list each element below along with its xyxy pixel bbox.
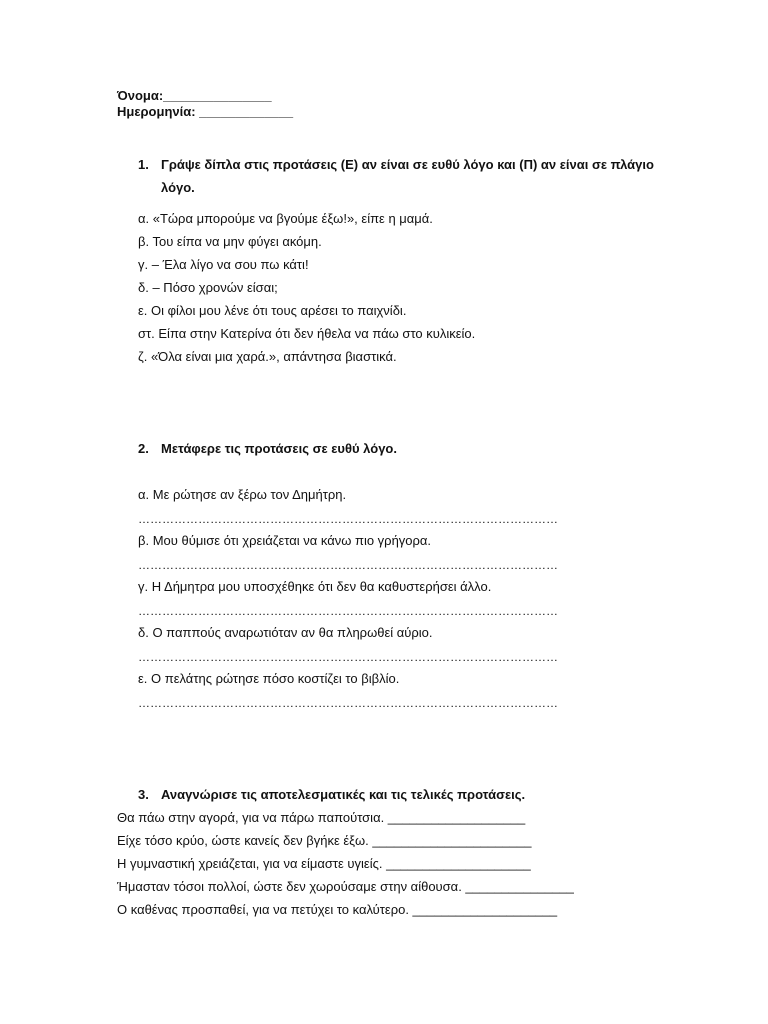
exercise2-title: Μετάφερε τις προτάσεις σε ευθύ λόγο. (161, 441, 397, 456)
exercise2-item-d: δ. Ο παππούς αναρωτιόταν αν θα πληρωθεί αύριο. (138, 625, 433, 640)
exercise2-answer-line-d[interactable]: …………………………………………………………………………………………… (138, 650, 558, 664)
exercise2-answer-line-b[interactable]: …………………………………………………………………………………………… (138, 558, 558, 572)
exercise2-number: 2. (138, 441, 149, 456)
exercise3-item-4: Ήμασταν τόσοι πολλοί, ώστε δεν χωρούσαμε στην αίθουσα. _______________ (117, 879, 574, 894)
exercise2-answer-line-e[interactable]: …………………………………………………………………………………………… (138, 696, 558, 710)
exercise3-item-2: Είχε τόσο κρύο, ώστε κανείς δεν βγήκε έξω. ______________________ (117, 833, 532, 848)
exercise3-title: Αναγνώρισε τις αποτελεσματικές και τις τελικές προτάσεις. (161, 787, 526, 802)
exercise3-item-3: Η γυμναστική χρειάζεται, για να είμαστε υγιείς. ____________________ (117, 856, 531, 871)
exercise2-item-c: γ. Η Δήμητρα μου υποσχέθηκε ότι δεν θα καθυστερήσει άλλο. (138, 579, 492, 594)
exercise1-item-a: α. «Τώρα μπορούμε να βγούμε έξω!», είπε η μαμά. (138, 211, 433, 226)
exercise2-answer-line-a[interactable]: …………………………………………………………………………………………… (138, 512, 558, 526)
exercise2-item-b: β. Μου θύμισε ότι χρειάζεται να κάνω πιο γρήγορα. (138, 533, 432, 548)
exercise2-item-e: ε. Ο πελάτης ρώτησε πόσο κοστίζει το βιβλίο. (138, 671, 400, 686)
exercise3-number: 3. (138, 787, 149, 802)
exercise3-item-1: Θα πάω στην αγορά, για να πάρω παπούτσια. ___________________ (117, 810, 526, 825)
exercise1-item-z: ζ. «Όλα είναι μια χαρά.», απάντησα βιαστικά. (138, 349, 397, 364)
exercise1-title: Γράψε δίπλα στις προτάσεις (Ε) αν είναι σε ευθύ λόγο και (Π) αν είναι σε πλάγιο λόγο. (161, 157, 654, 195)
exercise2-item-a: α. Με ρώτησε αν ξέρω τον Δημήτρη. (138, 487, 347, 502)
exercise2-answer-line-c[interactable]: …………………………………………………………………………………………… (138, 604, 558, 618)
exercise3-item-5: Ο καθένας προσπαθεί, για να πετύχει το καλύτερο. ____________________ (117, 902, 558, 917)
exercise1-item-c: γ. – Έλα λίγο να σου πω κάτι! (138, 257, 309, 272)
date-field: Ημερομηνία: _____________ (117, 104, 294, 119)
name-field: Όνομα:_______________ (117, 88, 272, 103)
exercise1-item-e: ε. Οι φίλοι μου λένε ότι τους αρέσει το παιχνίδι. (138, 303, 407, 318)
exercise1-item-d: δ. – Πόσο χρονών είσαι; (138, 280, 278, 295)
exercise1-item-st: στ. Είπα στην Κατερίνα ότι δεν ήθελα να πάω στο κυλικείο. (138, 326, 476, 341)
exercise1-number: 1. (138, 157, 149, 172)
exercise1-item-b: β. Του είπα να μην φύγει ακόμη. (138, 234, 322, 249)
